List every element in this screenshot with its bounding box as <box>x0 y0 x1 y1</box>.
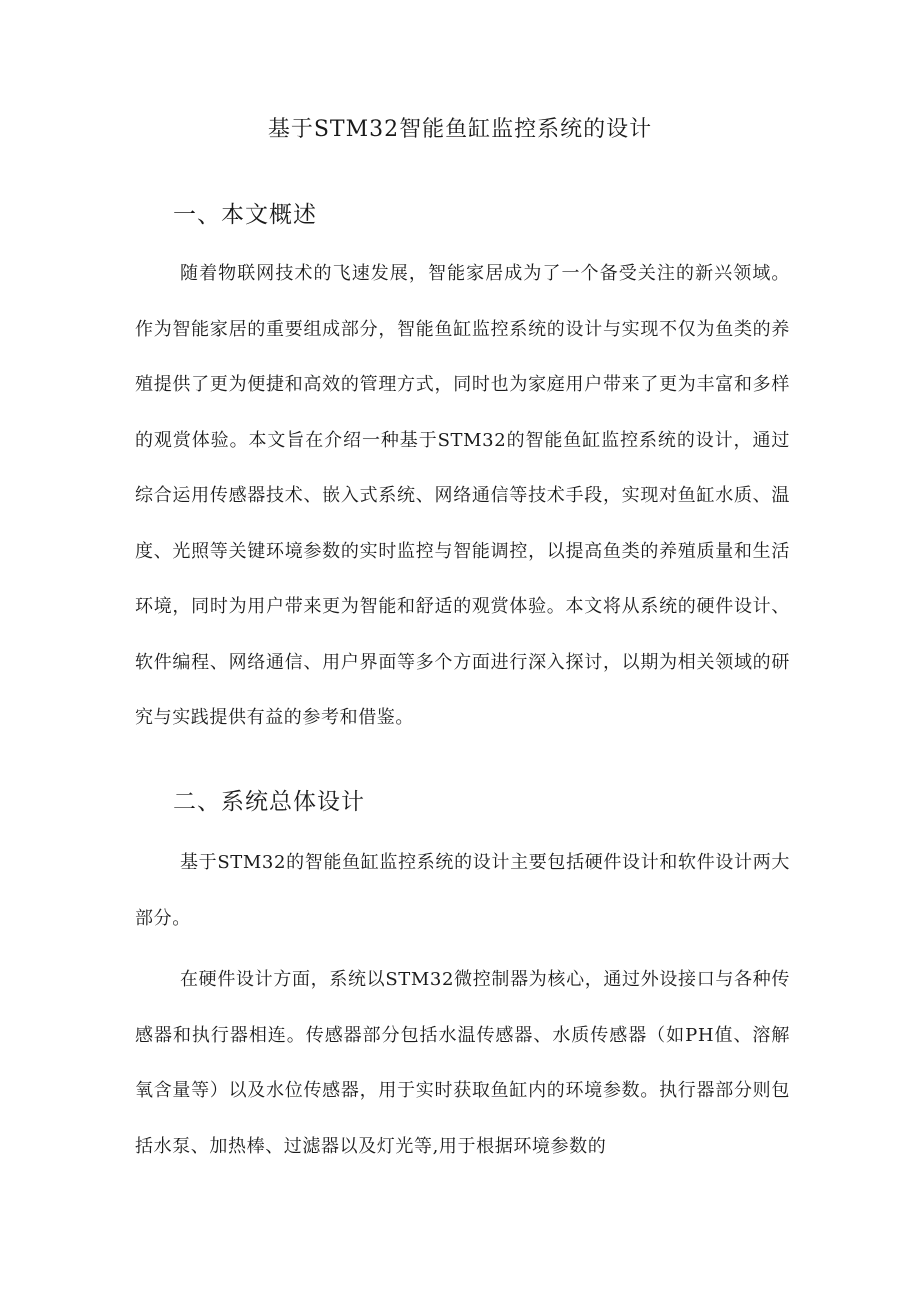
paragraph-system-design-intro: 基于STM32的智能鱼缸监控系统的设计主要包括硬件设计和软件设计两大部分。 <box>135 852 790 929</box>
document-title: 基于STM32智能鱼缸监控系统的设计 <box>267 117 653 142</box>
paragraph-hardware-design: 在硬件设计方面，系统以STM32微控制器为核心，通过外设接口与各种传感器和执行器相连。传感器部分包括水温传感器、水质传感器（如PH值、溶解氧含量等）以及水位传感器，用于实时获取鱼缸内的环境参数。执行器部分则包括水泵、加热棒、过滤器以及灯光等,用于根据环境参数的 <box>135 969 790 1157</box>
section-heading-overview: 一、本文概述 <box>173 202 317 228</box>
section-heading-system-design: 二、系统总体设计 <box>173 789 365 815</box>
paragraph-overview: 随着物联网技术的飞速发展，智能家居成为了一个备受关注的新兴领域。作为智能家居的重要组成部分，智能鱼缸监控系统的设计与实现不仅为鱼类的养殖提供了更为便捷和高效的管理方式，同时也为家庭用户带来了更为丰富和多样的观赏体验。本文旨在介绍一种基于STM32的智能鱼缸监控系统的设计，通过综合运用传感器技术、嵌入式系统、网络通信等技术手段，实现对鱼缸水质、温度、光照等关键环境参数的实时监控与智能调控，以提高鱼类的养殖质量和生活环境，同时为用户带来更为智能和舒适的观赏体验。本文将从系统的硬件设计、软件编程、网络通信、用户界面等多个方面进行深入探讨，以期为相关领域的研究与实践提供有益的参考和借鉴。 <box>135 263 790 728</box>
